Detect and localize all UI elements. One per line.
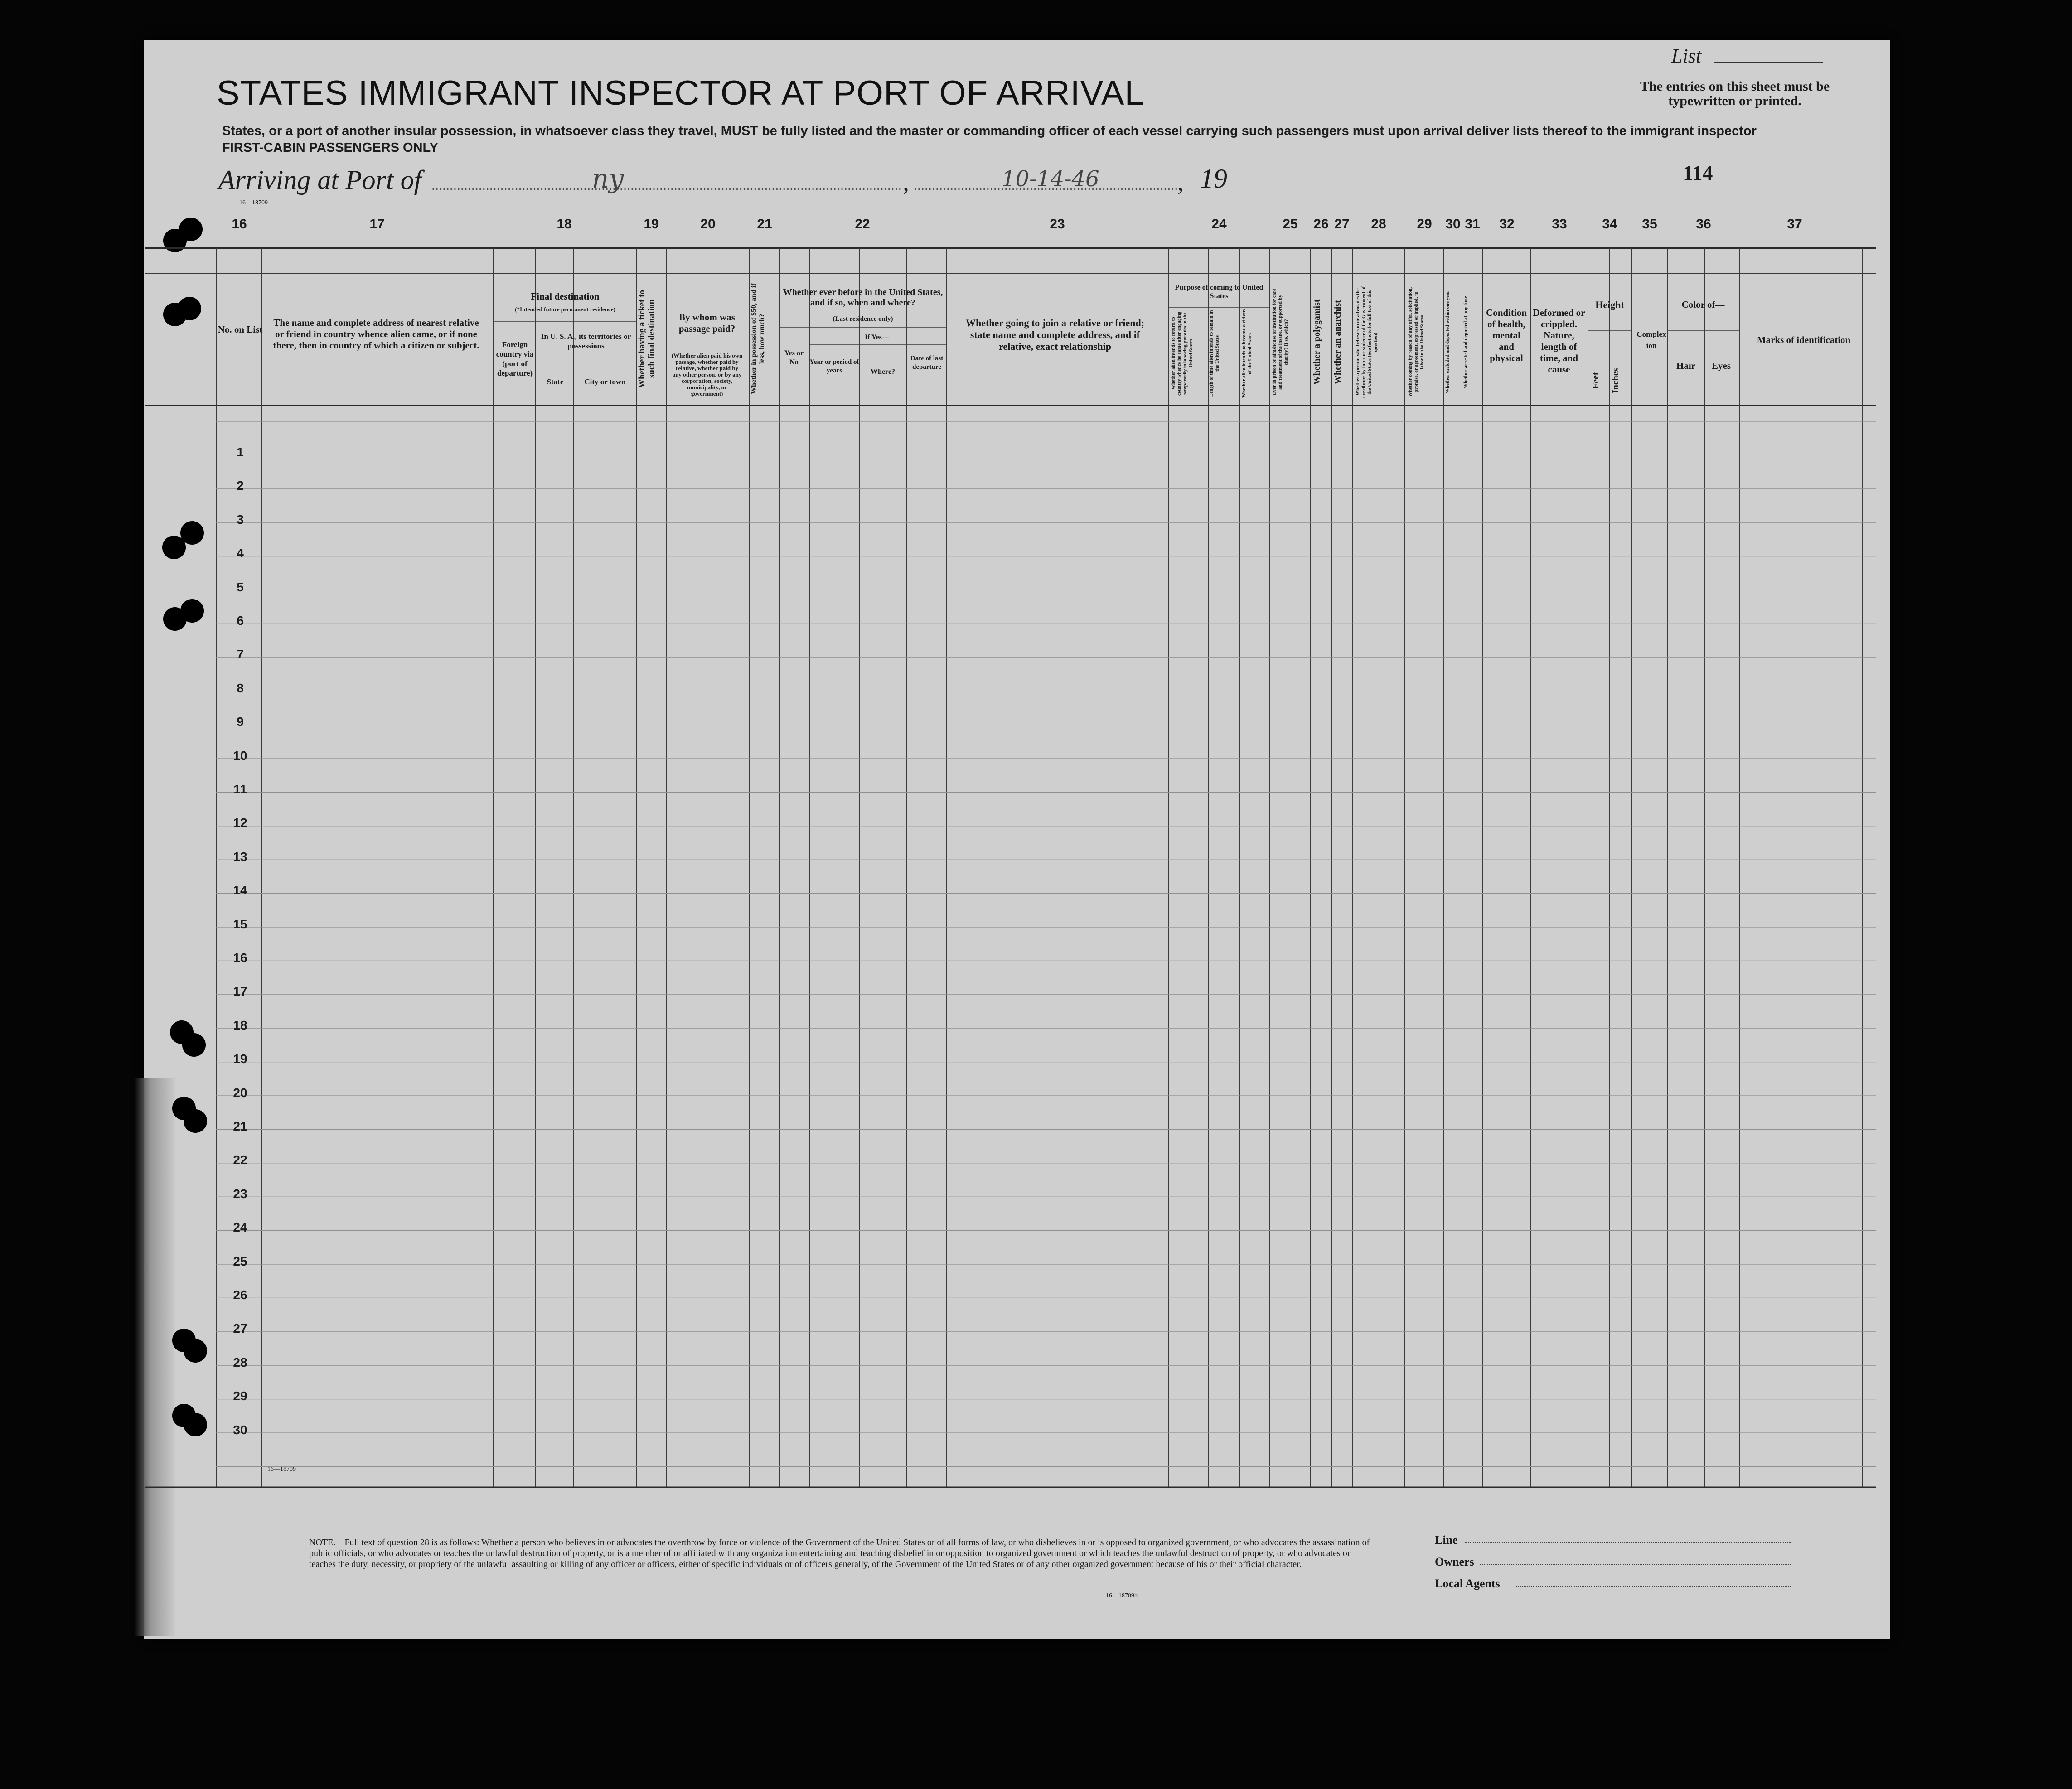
column-number: 20 xyxy=(700,217,716,232)
row-number: 10 xyxy=(233,748,247,763)
header-health: Condition of health, mental and physical xyxy=(1486,307,1527,363)
column-number: 37 xyxy=(1787,217,1802,232)
column-number: 17 xyxy=(369,217,385,232)
form-title: STATES IMMIGRANT INSPECTOR AT PORT OF ARRIVAL xyxy=(217,74,1144,112)
header-usa: In U. S. A., its territories or possessions xyxy=(541,332,631,350)
row-number: 5 xyxy=(237,580,244,594)
column-number: 23 xyxy=(1050,217,1065,232)
row-number: 1 xyxy=(237,445,244,459)
row-number: 12 xyxy=(233,816,247,830)
row-number: 4 xyxy=(237,546,244,561)
row-number: 26 xyxy=(233,1288,247,1302)
column-number: 33 xyxy=(1552,217,1567,232)
header-purpose-return: Whether alien intends to return to country whence he came after engaging temporarily in laboring pursuits in the United States xyxy=(1171,311,1194,396)
row-number: 20 xyxy=(233,1085,247,1100)
header-yes-no: Yes or No xyxy=(784,349,804,366)
year-prefix: 19 xyxy=(1200,164,1227,193)
row-number: 3 xyxy=(237,512,244,527)
row-number: 19 xyxy=(233,1052,247,1066)
column-number: 22 xyxy=(855,217,870,232)
column-number: 34 xyxy=(1602,217,1617,232)
header-color-of: Color of— xyxy=(1681,299,1725,310)
header-city: City or town xyxy=(584,377,626,386)
header-overthrow: Whether a person who believes in or advocates the overthrow by force or violence of the Government of the United States (See footnote for full text of this question) xyxy=(1355,286,1378,398)
header-complexion: Complexion xyxy=(1636,330,1666,350)
header-if-yes: If Yes— xyxy=(864,334,890,341)
header-feet: Feet xyxy=(1591,372,1601,389)
handwritten-date: 10-14-46 xyxy=(1002,166,1099,192)
header-height: Height xyxy=(1595,299,1624,310)
column-number: 28 xyxy=(1371,217,1386,232)
row-number: 14 xyxy=(233,883,247,898)
column-number: 32 xyxy=(1499,217,1515,232)
row-number: 16 xyxy=(233,951,247,965)
column-number: 26 xyxy=(1313,217,1329,232)
row-number: 23 xyxy=(233,1186,247,1201)
column-number: 36 xyxy=(1696,217,1711,232)
form-instructions: States, or a port of another insular possession, in whatsoever class they travel, MUST be fully listed and the master or commanding officer of each vessel carrying such passengers must upon arrival deliver lists thereof to the immigrant inspector xyxy=(222,124,1757,138)
header-state: State xyxy=(547,377,564,386)
header-marks: Marks of identification xyxy=(1757,334,1851,345)
owners-field[interactable] xyxy=(1480,1564,1791,1565)
row-number: 29 xyxy=(233,1389,247,1403)
column-number: 25 xyxy=(1283,217,1298,232)
header-passage-paid: By whom was passage paid? xyxy=(678,312,736,334)
row-number: 25 xyxy=(233,1254,247,1268)
column-number: 30 xyxy=(1445,217,1461,232)
header-ticket: Whether having a ticket to such final destination xyxy=(637,290,656,388)
column-number: 18 xyxy=(557,217,572,232)
agents-label: Local Agents xyxy=(1435,1577,1500,1590)
form-code: 16—18709 xyxy=(267,1466,296,1473)
row-number: 13 xyxy=(233,849,247,864)
header-purpose-citizen: Whether alien intends to become a citizen of the United States xyxy=(1241,309,1253,398)
header-hair: Hair xyxy=(1676,360,1695,371)
row-number: 27 xyxy=(233,1321,247,1336)
line-field[interactable] xyxy=(1465,1542,1791,1543)
header-purpose: Purpose of coming to United States xyxy=(1175,284,1264,300)
row-number: 7 xyxy=(237,647,244,662)
header-eyes: Eyes xyxy=(1712,360,1731,371)
row-number: 24 xyxy=(233,1220,247,1235)
header-passage-note: (Whether alien paid his own passage, whether paid by relative, whether paid by any other person, or by any corporation, society, municipality, or government) xyxy=(671,352,743,397)
header-last-residence: (Last residence only) xyxy=(833,315,893,323)
row-number: 8 xyxy=(237,681,244,695)
agents-field[interactable] xyxy=(1515,1586,1791,1587)
header-list-number: No. on List xyxy=(218,324,263,335)
row-number: 21 xyxy=(233,1119,247,1133)
header-foreign-country: Foreign country via (port of departure) xyxy=(496,340,534,377)
form-code: 16—18709 xyxy=(239,199,268,206)
list-label: List xyxy=(1671,45,1702,67)
column-number: 24 xyxy=(1211,217,1227,232)
header-destination-note: (*Intended future permanent residence) xyxy=(515,306,615,313)
header-year: Year or period of years xyxy=(809,358,859,374)
header-labor-offer: Whether coming by reason of any offer, solicitation, promise, or agreement, expressed or implied, to labor in the United States xyxy=(1408,287,1425,397)
header-anarchist: Whether an anarchist xyxy=(1333,300,1343,384)
header-final-destination: Final destination xyxy=(531,291,600,302)
row-number: 17 xyxy=(233,984,247,999)
header-purpose-length: Length of time alien intends to remain in the United States xyxy=(1209,310,1220,397)
header-prison: Ever in prison or almshouse or institution for care and treatment of the insane, or supported by charity? If so, which? xyxy=(1272,289,1289,396)
arriving-label: Arriving at Port of xyxy=(218,165,422,195)
row-number: 9 xyxy=(237,715,244,729)
handwritten-port: ny xyxy=(592,163,624,194)
column-number: 31 xyxy=(1465,217,1480,232)
row-number: 15 xyxy=(233,917,247,931)
separator: , xyxy=(1177,168,1184,196)
line-label: Line xyxy=(1435,1533,1458,1547)
header-deformed: Deformed or crippled. Nature, length of time, and cause xyxy=(1533,307,1585,375)
row-number: 30 xyxy=(233,1422,247,1437)
row-number: 28 xyxy=(233,1355,247,1369)
row-number: 18 xyxy=(233,1018,247,1032)
sheet-number: 114 xyxy=(1683,161,1713,184)
question-28-note: NOTE.—Full text of question 28 is as follows: Whether a person who believes in or advocates the overthrow by force or violence of the Government of the United States or of all forms of law, or who disbelieves in or is opposed to organized government, or who advocates the assassination of public officials, or who advocates or teaches the unlawful destruction of property, or is a member of or affiliated with any organization entertaining and teaching disbelief in or opposition to organized government or which teaches the unlawful destruction of property, or who advocates or teaches the duty, necessity, or propriety of the unlawful assaulting or killing of any officer or officers, either of specific individuals or of officers generally, of the Government of the United States or of any other organized government because of his or their official character. xyxy=(309,1538,1370,1569)
header-where: Where? xyxy=(871,368,895,376)
column-number: 29 xyxy=(1417,217,1432,232)
header-join-relative: Whether going to join a relative or friend; state name and complete address, and if relative, exact relationship xyxy=(965,317,1145,352)
owners-label: Owners xyxy=(1435,1555,1474,1568)
row-number: 22 xyxy=(233,1153,247,1167)
header-excluded: Whether excluded and deported within one year xyxy=(1445,290,1450,394)
header-polygamist: Whether a polygamist xyxy=(1312,299,1322,385)
header-arrested: Whether arrested and deported at any time xyxy=(1463,296,1468,388)
header-inches: Inches xyxy=(1611,368,1621,393)
header-nearest-relative: The name and complete address of nearest relative or friend in country whence alien came, or if none there, then in country of which a citizen or subject. xyxy=(273,317,479,351)
row-number: 2 xyxy=(237,479,244,493)
row-number: 11 xyxy=(233,782,247,796)
passenger-class: FIRST-CABIN PASSENGERS ONLY xyxy=(222,140,438,155)
separator: , xyxy=(903,168,909,196)
column-number: 21 xyxy=(757,217,772,232)
entries-note: The entries on this sheet must be typewritten or printed. xyxy=(1640,79,1830,108)
note-code: 16—18709b xyxy=(1106,1592,1138,1599)
row-number: 6 xyxy=(237,614,244,628)
column-number: 35 xyxy=(1642,217,1657,232)
header-fifty-dollars: Whether in possession of $50, and if less, how much? xyxy=(750,283,766,394)
header-last-departure: Date of last departure xyxy=(910,355,944,371)
column-number: 16 xyxy=(232,217,247,232)
column-number: 27 xyxy=(1334,217,1350,232)
header-ever-before: Whether ever before in the United States, and if so, when and where? xyxy=(783,287,943,308)
column-number: 19 xyxy=(644,217,659,232)
